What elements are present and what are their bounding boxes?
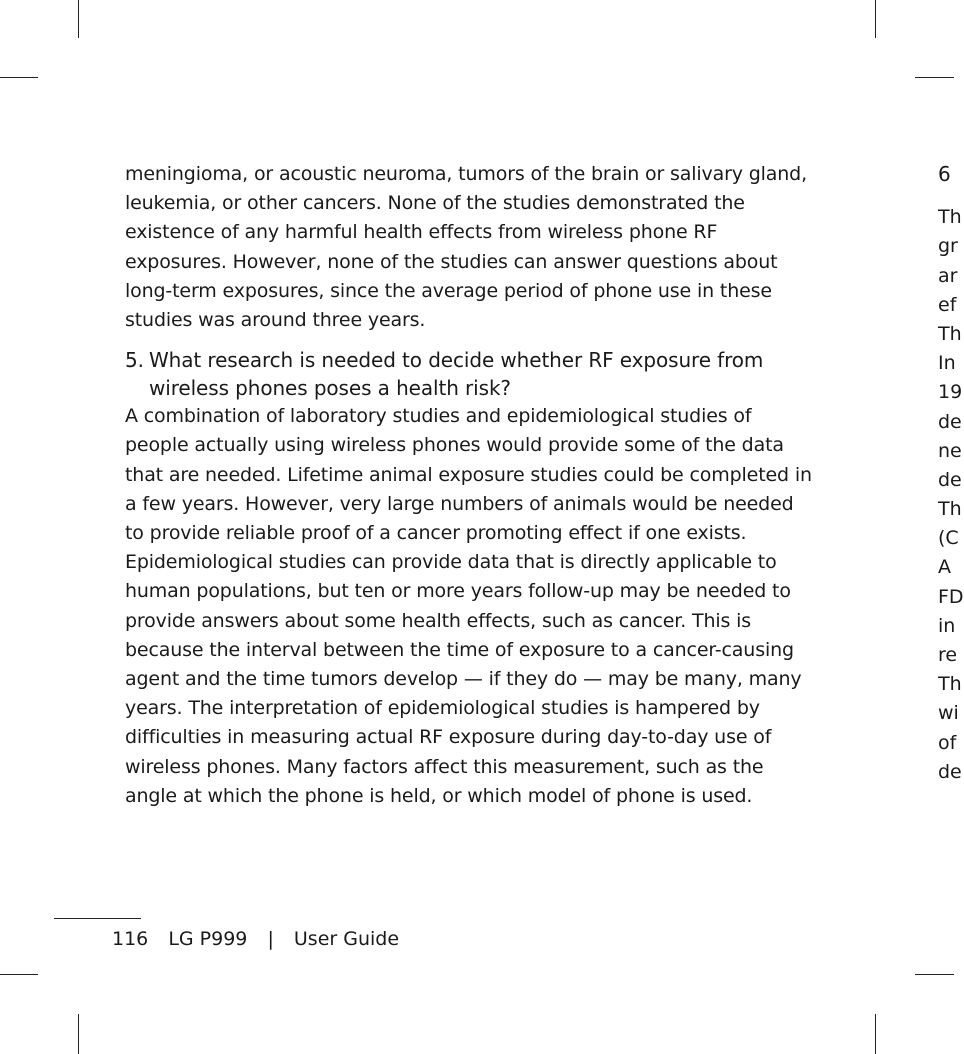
fragment-line: Th (938, 322, 962, 345)
fragment-line: Th (938, 673, 962, 696)
fragment-line: 19 (938, 381, 963, 404)
product-name: LG P999 (168, 928, 248, 950)
footer-rule (54, 918, 141, 919)
fragment-line: of (938, 731, 957, 754)
crop-mark-top-right (875, 0, 876, 38)
fragment-line: de (938, 760, 962, 783)
crop-mark-bottom-left (78, 1014, 79, 1054)
fragment-line: wi (938, 702, 959, 725)
fragment-line: ne (938, 439, 962, 462)
fragment-line: A (938, 556, 951, 579)
intro-paragraph: meningioma, or acoustic neuroma, tumors of the brain or salivary gland, leukemia, or other cancers. None of the studies demonstrated the existence of any harmful health effects from wireless phone RF exposures. However, none of the studies can answer questions about long-term exposures, since the average period of phone use in these studies was around three years. (125, 163, 807, 332)
fragment-line: ar (938, 264, 958, 287)
fragment-line: re (938, 644, 958, 666)
question-heading (125, 347, 815, 402)
crop-mark-left-top (0, 77, 38, 78)
fragment-line: de (938, 468, 962, 491)
next-page-number: 6 (938, 162, 951, 186)
fragment-line: Th (938, 498, 962, 521)
crop-mark-bottom-right (875, 1014, 876, 1054)
crop-mark-top-left (78, 0, 79, 38)
page-number: 116 (112, 928, 149, 950)
fragment-line: in (938, 614, 956, 637)
question-text: What research is needed to decide whether RF exposure from wireless phones poses a health risk? (149, 348, 764, 400)
guide-title: User Guide (293, 928, 400, 950)
fragment-line: de (938, 410, 962, 433)
fragment-line: (C (938, 527, 959, 550)
footer-separator: | (267, 928, 274, 950)
next-page-fragment (938, 160, 964, 787)
crop-mark-right-top (915, 77, 954, 78)
fragment-line: FD (938, 585, 964, 608)
question-number: 5. (125, 348, 144, 373)
crop-mark-left-bottom (0, 974, 38, 975)
answer-paragraph: A combination of laboratory studies and epidemiological studies of people actually using wireless phones would provide some of the data that are needed. Lifetime animal exposure studies could be completed in a few years. However, very large numbers of animals would be needed to provide reliable proof of a cancer promoting effect if one exists. Epidemiological studies can provide data that is directly applicable to human populations, but ten or more years follow-up may be needed to provide answers about some health effects, such as cancer. This is because the interval between the time of exposure to a cancer-causing agent and the time tumors develop — if they do — may be many, many years. The interpretation of epidemiological studies is hampered by difficulties in measuring actual RF exposure during day-to-day use of wireless phones. Many factors affect this measurement, such as the angle at which the phone is held, or which model of phone is used. (125, 405, 812, 807)
fragment-line: Th (938, 206, 962, 229)
crop-mark-right-bottom (915, 974, 954, 975)
fragment-line: gr (938, 235, 958, 258)
page-footer (112, 925, 413, 953)
fragment-line: In (938, 352, 956, 375)
main-text-column (125, 160, 815, 811)
fragment-line: ef (938, 293, 957, 316)
